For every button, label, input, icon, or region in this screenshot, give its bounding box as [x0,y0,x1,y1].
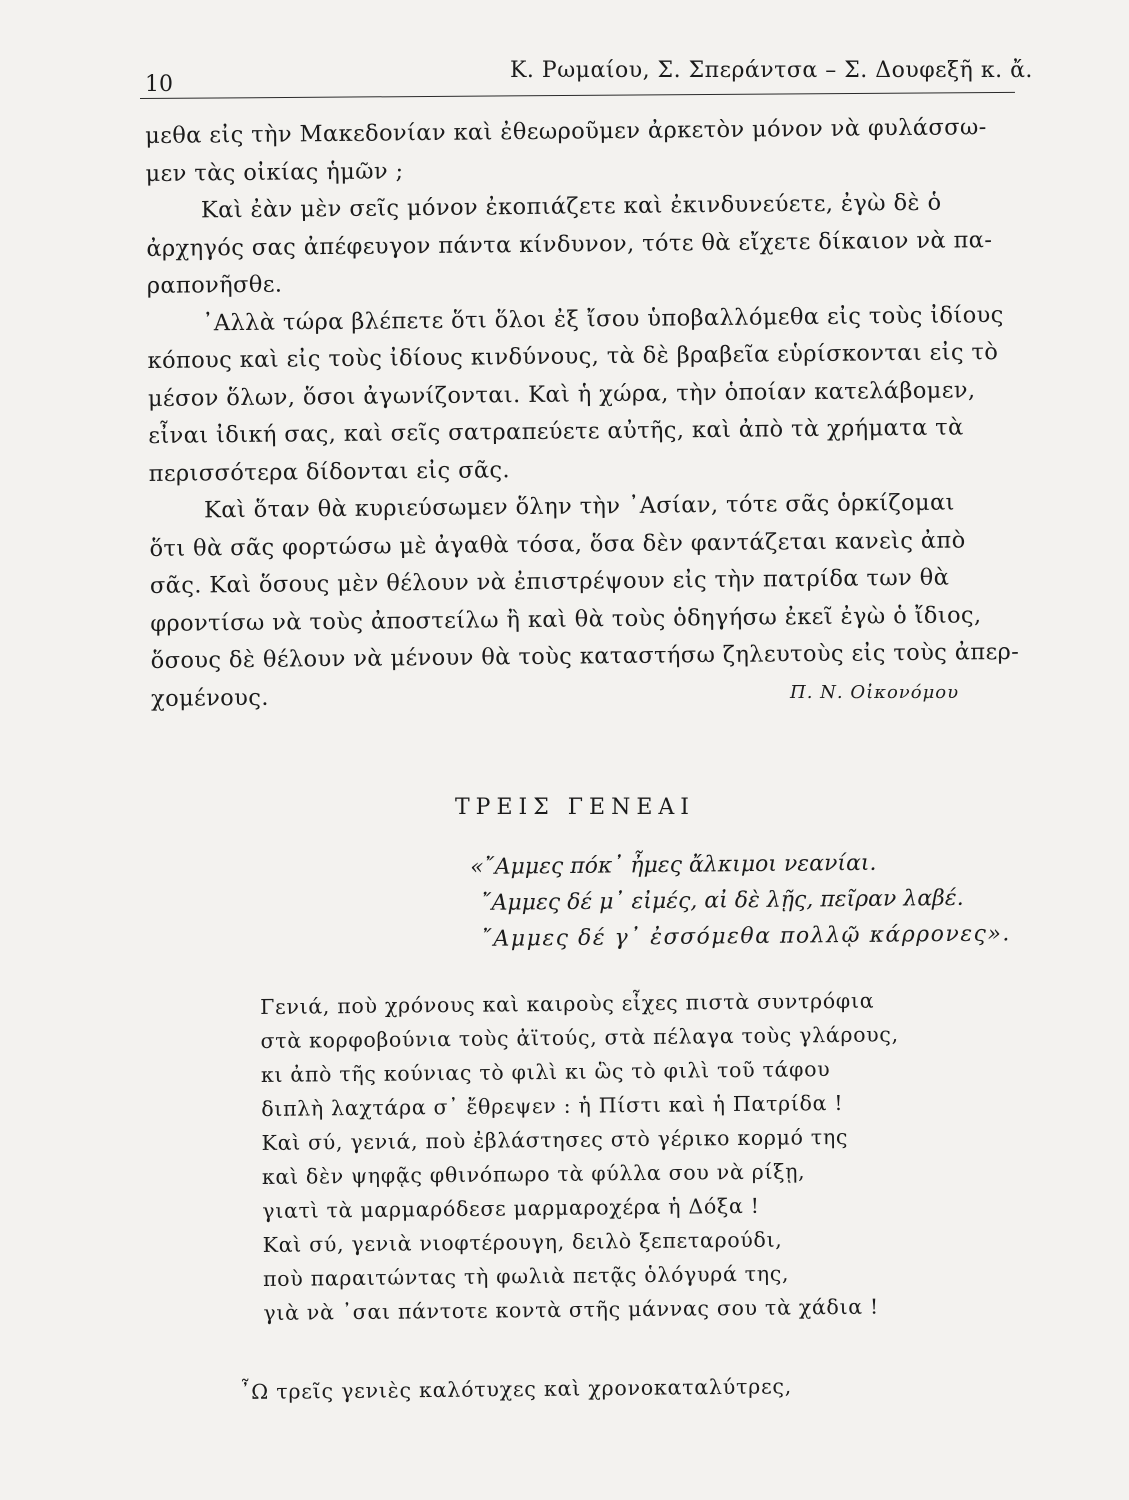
section-title: ΤΡΕΙΣ ΓΕΝΕΑΙ [455,795,695,820]
paragraph [147,296,1029,493]
text-line: μεθα εἰς τὴν Μακεδονίαν καὶ ἐθεωροῦμεν ἀρκετὸν μόνον νὰ φυλάσσω- [145,114,987,149]
epigraph-line: ῎Αμμες δέ μ᾿ εἰμές, αἰ δὲ λῇς, πεῖραν λαβέ. [480,885,964,916]
poem-line: στὰ κορφοβούνια τοὺς ἀϊτούς, στὰ πέλαγα τοὺς γλάρους, [260,1022,899,1053]
text-line: χομένους. [150,684,269,712]
text-line: Καὶ ὅταν θὰ κυριεύσωμεν ὅλην τὴν ᾿Ασίαν, τότε σᾶς ὁρκίζομαι [203,489,955,524]
poem-line: γιατὶ τὰ μαρμαρόδεσε μαρμαροχέρα ἡ Δόξα ! [262,1193,760,1223]
text-line: κόπους καὶ εἰς τοὺς ἰδίους κινδύνους, τὰ δὲ βραβεῖα εὑρίσκονται εἰς τὸ [147,339,999,374]
text-line: ὅσους δὲ θέλουν νὰ μένουν θὰ τοὺς καταστήσω ζηλευτοὺς εἰς τοὺς ἀπερ- [150,638,1020,674]
poem-line: καὶ δὲν ψηφᾷς φθινόπωρο τὰ φύλλα σου νὰ ρίξῃ, [261,1159,806,1189]
poem-line: Καὶ σύ, γενιὰ νιοφτέρουγη, δειλὸ ξεπεταρούδι, [262,1227,783,1257]
author-signature: Π. Ν. Οἰκονόμου [790,682,960,703]
paragraph [146,184,1027,306]
poem-line: Καὶ σύ, γενιά, ποὺ ἐβλάστησες στὸ γέρικο κορμό της [261,1124,849,1155]
text-line: μέσον ὅλων, ὅσοι ἀγωνίζονται. Καὶ ἡ χώρα, τὴν ὁποίαν κατελάβομεν, [147,376,976,412]
text-line: περισσότερα δίδονται εἰς σᾶς. [148,456,511,487]
text-line: φροντίσω νὰ τοὺς ἀποστείλω ἢ καὶ θὰ τοὺς ὁδηγήσω ἐκεῖ ἐγὼ ὁ ἴδιος, [150,601,982,637]
poem-line: Γενιά, ποὺ χρόνους καὶ καιροὺς εἶχες πιστὰ συντρόφια [260,988,875,1019]
poem [260,983,902,1330]
text-line: ᾿Αλλὰ τώρα βλέπετε ὅτι ὅλοι ἐξ ἴσου ὑποβαλλόμεθα εἰς τοὺς ἰδίους [202,301,1004,336]
prose-body [145,109,1031,718]
poem-line: διπλὴ λαχτάρα σ᾿ ἔθρεψεν : ἡ Πίστι καὶ ἡ Πατρίδα ! [261,1090,844,1121]
text-line: ἀρχηγός σας ἀπέφευγον πάντα κίνδυνον, τότε θὰ εἴχετε δίκαιον νὰ πα- [146,226,993,262]
text-line: ὅτι θὰ σᾶς φορτώσω μὲ ἀγαθὰ τόσα, ὅσα δὲν φαντάζεται κανεὶς ἀπὸ [149,526,966,562]
text-line: μεν τὰς οἰκίας ἡμῶν ; [145,157,404,187]
poem-line: ποὺ παραιτώντας τὴ φωλιὰ πετᾷς ὁλόγυρά της, [262,1261,790,1291]
text-line: ραπονῆσθε. [146,271,283,299]
epigraph [470,844,1011,958]
paragraph [145,109,1026,193]
text-line: σᾶς. Καὶ ὅσους μὲν θέλουν νὰ ἐπιστρέψουν εἰς τὴν πατρίδα των θὰ [149,564,950,599]
page-number: 10 [145,72,173,97]
running-head: Κ. Ρωμαίου, Σ. Σπεράντσα – Σ. Δουφεξῆ κ. ἄ. [510,58,1033,83]
epigraph-line: «῎Αμμες πόκ᾿ ἦμες ἄλκιμοι νεανίαι. [470,850,877,880]
poem-closing-line: ῏Ω τρεῖς γενιὲς καλότυχες καὶ χρονοκαταλύτρες, [240,1374,793,1404]
poem-line: γιὰ νὰ ᾿σαι πάντοτε κοντὰ στῆς μάννας σου τὰ χάδια ! [263,1294,880,1325]
epigraph-line: ῎Αμμες δέ γ᾿ ἐσσόμεθα πολλῷ κάρρονες». [480,921,1011,952]
poem-line: κι ἀπὸ τῆς κούνιας τὸ φιλὶ κι ὣς τὸ φιλὶ τοῦ τάφου [260,1057,831,1087]
header-rule [140,92,1015,99]
text-line: Καὶ ἐὰν μὲν σεῖς μόνον ἐκοπιάζετε καὶ ἐκινδυνεύετε, ἐγὼ δὲ ὁ [200,189,942,224]
text-line: εἶναι ἰδική σας, καὶ σεῖς σατραπεύετε αὐτῆς, καὶ ἀπὸ τὰ χρήματα τὰ [148,414,964,449]
